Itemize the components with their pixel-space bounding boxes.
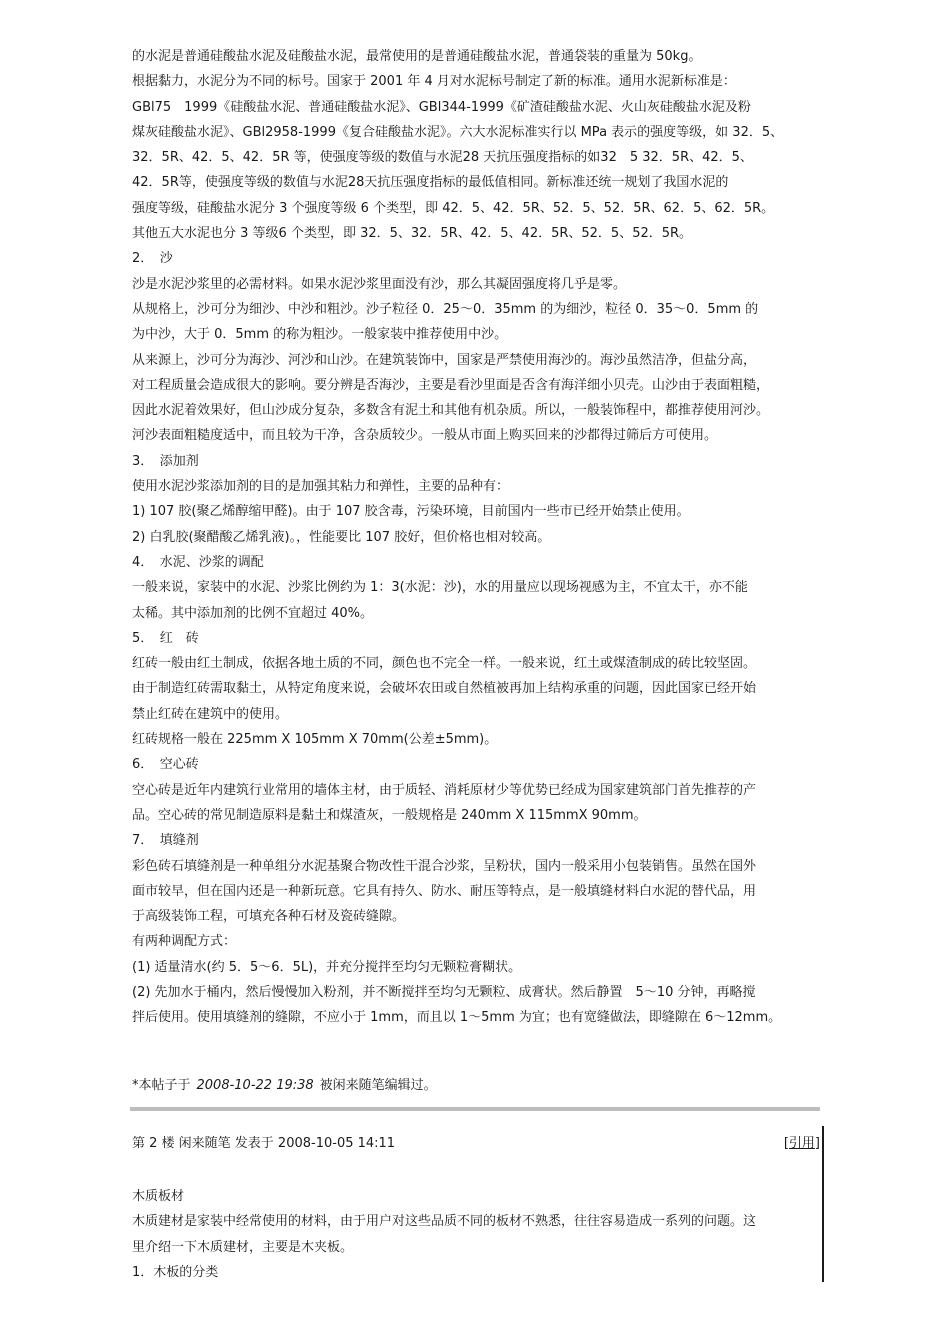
post-divider — [130, 1107, 820, 1111]
post1-line: 为中沙，大于 0．5mm 的称为粗沙。一般家装中推荐使用中沙。 — [132, 327, 508, 343]
post1-line: 3． 添加剂 — [132, 453, 199, 469]
post1-line: 2) 白乳胶(聚醋酸乙烯乳液)。，性能要比 107 胶好，但价格也相对较高。 — [132, 529, 551, 545]
post1-line: 拌后使用。使用填缝剂的缝隙，不应小于 1mm，而且以 1～5mm 为宜；也有宽缝做法，即缝隙在 6～12mm。 — [132, 1010, 782, 1026]
post1-line: 对工程质量会造成很大的影响。要分辨是否海沙，主要是看沙里面是否含有海洋细小贝壳。山沙由于表面粗糙， — [132, 377, 770, 393]
post1-line: 品。空心砖的常见制造原料是黏土和煤渣灰，一般规格是 240mm X 115mmX 90mm。 — [132, 807, 647, 823]
edit-note-prefix: *本帖子于 — [132, 1078, 191, 1093]
post1-line: 从来源上，沙可分为海沙、河沙和山沙。在建筑装饰中，国家是严禁使用海沙的。海沙虽然洁净，但盐分高， — [132, 352, 757, 368]
post1-line: 4． 水泥、沙浆的调配 — [132, 554, 264, 570]
post2-border — [822, 1126, 824, 1282]
post1-line: 7． 填缝剂 — [132, 833, 199, 849]
post1-line: 于高级装饰工程，可填充各种石材及瓷砖缝隙。 — [132, 909, 406, 925]
post1-line: 根据黏力，水泥分为不同的标号。国家于 2001 年 4 月对水泥标号制定了新的标准。通用水泥新标准是： — [132, 74, 736, 90]
post2-line: 木质板材 — [132, 1189, 185, 1204]
post2-meta: 第 2 楼 闲来随笔 发表于 2008-10-05 14:11 — [132, 1136, 396, 1151]
post1-line: 的水泥是普通硅酸盐水泥及硅酸盐水泥，最常使用的是普通硅酸盐水泥，普通袋装的重量为 50kg。 — [132, 49, 702, 64]
post1-line: 强度等级，硅酸盐水泥分 3 个强度等级 6 个类型，即 42．5、42．5R、52．5、52．5R、62．5、62．5R。 — [132, 200, 775, 216]
post2-body — [132, 1184, 822, 1285]
edit-note-suffix: 被闲来随笔编辑过。 — [319, 1078, 437, 1093]
post1-line: 因此水泥着效果好，但山沙成分复杂，多数含有泥土和其他有机杂质。所以，一般装饰程中，都推荐使用河沙。 — [132, 403, 770, 419]
post1-line: 42．5R等，使强度等级的数值与水泥28天抗压强度指标的最低值相同。新标准还统一规划了我国水泥的 — [132, 175, 729, 191]
post1-line: 使用水泥沙浆添加剂的目的是加强其粘力和弹性，主要的品种有： — [132, 479, 510, 495]
post1-line: 彩色砖石填缝剂是一种单组分水泥基聚合物改性干混合沙浆，呈粉状，国内一般采用小包装销售。虽然在国外 — [132, 858, 757, 874]
edit-note — [132, 1074, 437, 1093]
post1-body — [132, 44, 872, 1031]
post1-line: GBl75 1999《硅酸盐水泥、普通硅酸盐水泥》、GBl344-1999《矿渣硅酸盐水泥、火山灰硅酸盐水泥及粉 — [132, 99, 751, 115]
post1-line: 从规格上，沙可分为细沙、中沙和粗沙。沙子粒径 0．25～0．35mm 的为细沙，粒径 0．35～0．5mm 的 — [132, 301, 759, 317]
post1-line: 沙是水泥沙浆里的必需材料。如果水泥沙浆里面没有沙，那么其凝固强度将几乎是零。 — [132, 276, 627, 292]
post1-line: 由于制造红砖需取黏土，从特定角度来说，会破坏农田或自然植被再加上结构承重的问题，因此国家已经开始 — [132, 681, 757, 697]
post2-line: 1．木板的分类 — [132, 1264, 219, 1280]
post2-header — [132, 1132, 820, 1151]
post1-line: 5． 红 砖 — [132, 630, 199, 646]
post1-line: 其他五大水泥也分 3 等级6 个类型，即 32．5、32．5R、42．5、42．5R、52．5、52．5R。 — [132, 226, 693, 242]
post1-line: 河沙表面粗糙度适中，而且较为干净，含杂质较少。一般从市面上购买回来的沙都得过筛后方可使用。 — [132, 428, 718, 444]
post1-line: 面市较早，但在国内还是一种新玩意。它具有持久、防水、耐压等特点，是一般填缝材料白水泥的替代品，用 — [132, 883, 757, 899]
post1-line: 煤灰硅酸盐水泥》、GBl2958-1999《复合硅酸盐水泥》。六大水泥标准实行以 MPa 表示的强度等级，如 32．5、 — [132, 124, 784, 140]
post1-line: 1) 107 胶(聚乙烯醇缩甲醛)。由于 107 胶含毒，污染环境，目前国内一些市已经开始禁止使用。 — [132, 504, 690, 520]
post1-line: 红砖一般由红土制成，依据各地土质的不同，颜色也不完全一样。一般来说，红土或煤渣制成的砖比较坚固。 — [132, 656, 757, 672]
post2-line: 木质建材是家装中经常使用的材料，由于用户对这些品质不同的板材不熟悉，往往容易造成一系列的问题。这 — [132, 1214, 757, 1230]
post1-line: 空心砖是近年内建筑行业常用的墙体主材，由于质轻、消耗原材少等优势已经成为国家建筑部门首先推荐的产 — [132, 782, 757, 798]
post1-line: 禁止红砖在建筑中的使用。 — [132, 706, 289, 722]
post1-line: 32．5R、42．5、42．5R 等，使强度等级的数值与水泥28 天抗压强度指标的如32 5 32．5R、42．5、 — [132, 150, 753, 166]
post2-line: 里介绍一下木质建材，主要是木夹板。 — [132, 1239, 354, 1255]
quote-link[interactable]: [引用] — [783, 1136, 820, 1151]
post1-line: 有两种调配方式： — [132, 934, 237, 950]
post1-line: 红砖规格一般在 225mm X 105mm X 70mm(公差±5mm)。 — [132, 732, 498, 748]
post1-line: 一般来说，家装中的水泥、沙浆比例约为 1：3(水泥：沙)，水的用量应以现场视感为主，不宜太干，亦不能 — [132, 580, 748, 596]
post1-line: 6． 空心砖 — [132, 757, 199, 773]
post1-line: (1) 适量清水(约 5．5～6．5L)，并充分搅拌至均匀无颗粒膏糊状。 — [132, 959, 522, 975]
post1-line: 太稀。其中添加剂的比例不宜超过 40%。 — [132, 605, 374, 621]
edit-note-timestamp: 2008-10-22 19:38 — [196, 1078, 314, 1093]
post1-line: 2． 沙 — [132, 251, 173, 267]
post1-line: (2) 先加水于桶内，然后慢慢加入粉剂，并不断搅拌至均匀无颗粒、成膏状。然后静置 5～10 分钟，再略搅 — [132, 984, 756, 1000]
